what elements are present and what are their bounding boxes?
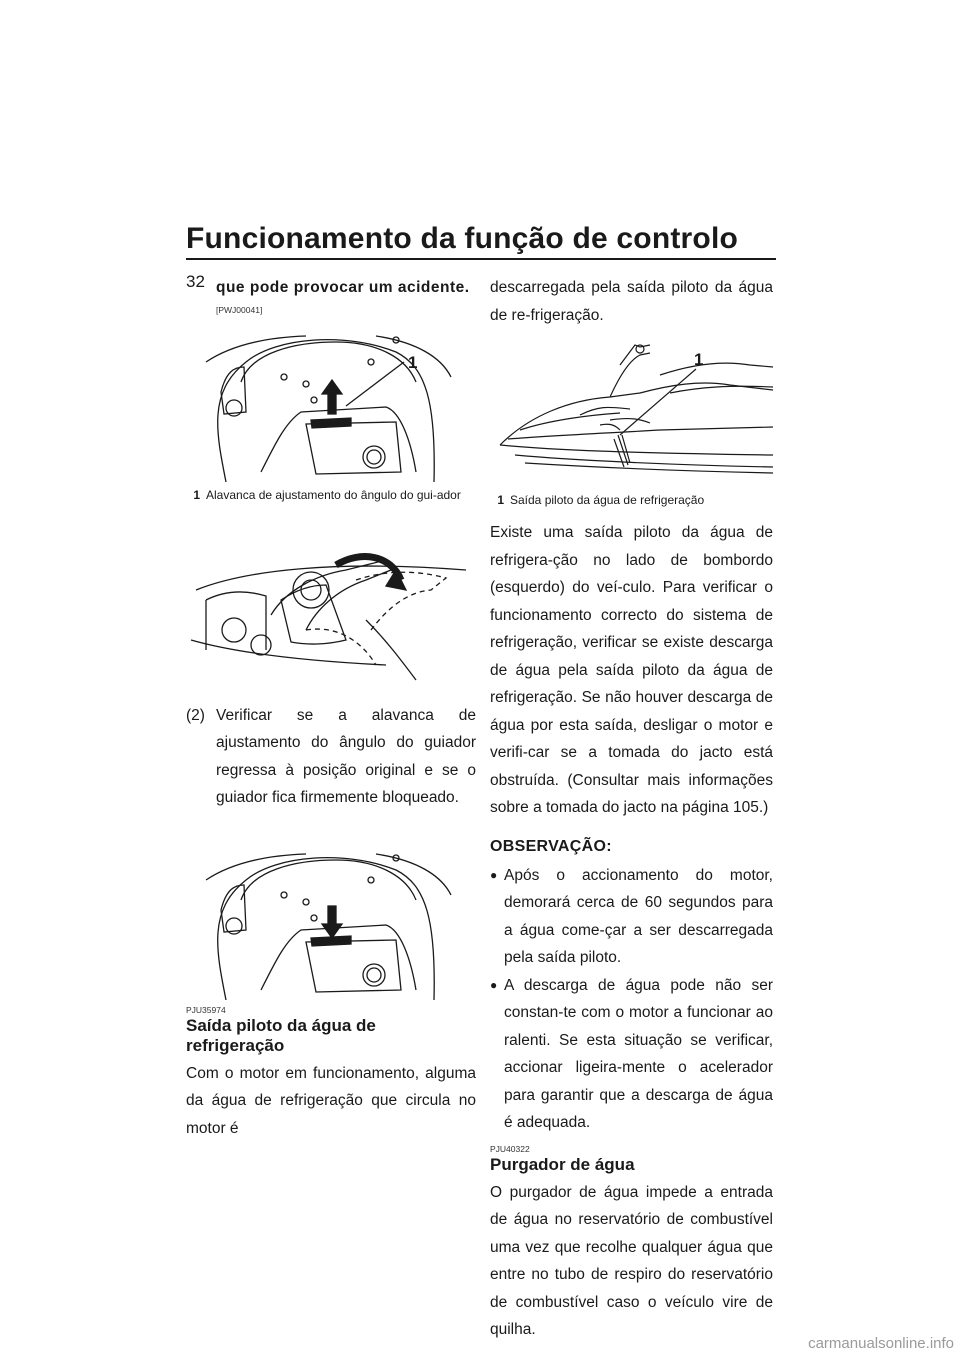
warning-code: [PWJ00041]: [216, 304, 263, 315]
right-paragraph-1: Existe uma saída piloto da água de refrigera-ção no lado de bombordo (esquerdo) do veí-culo. Para verificar o funcionamento correcto do sistema de refrigeração, verificar se existe descarga de água pela saída piloto da água de refrigeração. Se não houver descarga de água por esta saída, desligar o motor e verifi-car se a tomada do jacto está obstruída. (Consultar mais informações sobre a tomada do jacto na página 105.): [490, 524, 773, 816]
section-title-left: Saída piloto da água de refrigeração: [186, 1015, 376, 1055]
handlebar-adjust-illustration: [186, 530, 476, 690]
step-2-label: (2): [186, 706, 205, 724]
note-bullet-1: [490, 862, 773, 972]
page-number: 32: [186, 272, 205, 291]
right-column: [490, 274, 773, 1344]
fig-right-caption-num: 1: [497, 493, 504, 507]
watercraft-outlet-illustration: [490, 335, 773, 485]
section-code-right: PJU40322: [490, 1143, 530, 1154]
title-rule: [186, 258, 776, 260]
handlebar-lever-up-illustration: [186, 322, 476, 482]
section-text-right: O purgador de água impede a entrada de água no reservatório de combustível uma vez que recolhe qualquer água que entre no tubo de respiro do reservatório de combustível caso o veículo vire de quilha.: [490, 1183, 773, 1338]
fig1-caption: [186, 488, 476, 502]
handlebar-lever-down-illustration: [186, 830, 476, 1000]
bullet-dot-icon: ●: [490, 867, 498, 882]
section-title-right: Purgador de água: [490, 1154, 635, 1174]
note-bullet-2-text: A descarga de água pode não ser constan-te com o motor a funcionar ao ralenti. Se esta situação se verificar, accionar ligeira-mente o acelerador para garantir que a descarga de água é adequada.: [504, 976, 773, 1131]
section-code-left: PJU35974: [186, 1004, 226, 1015]
section-text-left: Com o motor em funcionamento, alguma da água de refrigeração que circula no motor é: [186, 1064, 476, 1137]
right-cont-text: descarregada pela saída piloto da água de re-frigeração.: [490, 279, 773, 324]
bullet-dot-icon: ●: [490, 977, 498, 992]
step-2-text: Verificar se a alavanca de ajustamento do ângulo do guiador regressa à posição original e se o guiador fica firmemente bloqueado.: [216, 706, 476, 806]
fig1-caption-num: 1: [193, 487, 200, 502]
fig1-caption-text: Alavanca de ajustamento do ângulo do gui-ador: [206, 487, 461, 502]
note-bullet-2: [490, 972, 773, 1137]
left-column: [186, 274, 476, 1142]
fig1-callout: 1: [408, 352, 418, 372]
warning-end-text: que pode provocar um acidente.: [216, 279, 470, 296]
fig-right-caption: [490, 493, 773, 507]
step-2: [186, 702, 476, 812]
watermark: carmanualsonline.info: [808, 1335, 954, 1352]
fig-right-callout: 1: [694, 350, 704, 369]
note-title: OBSERVAÇÃO:: [490, 837, 612, 855]
note-bullet-1-text: Após o accionamento do motor, demorará cerca de 60 segundos para a água come-çar a ser descarregada pela saída piloto.: [504, 866, 773, 966]
fig-right-caption-text: Saída piloto da água de refrigeração: [510, 493, 705, 507]
page-title: Funcionamento da função de controlo: [186, 222, 739, 255]
